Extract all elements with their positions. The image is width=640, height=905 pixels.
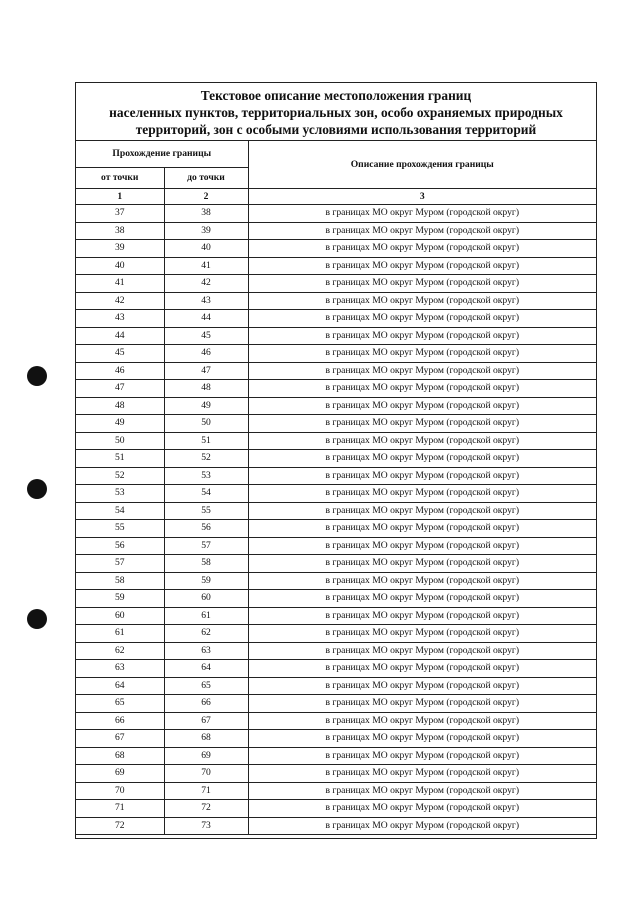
table-row (76, 327, 596, 345)
from-point-cell: 37 (76, 205, 164, 223)
table-row (76, 345, 596, 363)
to-point-cell: 49 (164, 397, 248, 415)
header-to: до точки (164, 168, 248, 189)
description-cell: в границах МО округ Муром (городской округ) (248, 695, 596, 713)
table-row (76, 660, 596, 678)
description-cell: в границах МО округ Муром (городской округ) (248, 800, 596, 818)
to-point-cell: 72 (164, 800, 248, 818)
from-point-cell: 44 (76, 327, 164, 345)
description-cell: в границах МО округ Муром (городской округ) (248, 292, 596, 310)
description-cell: в границах МО округ Муром (городской округ) (248, 450, 596, 468)
header-col-number-2: 2 (164, 189, 248, 205)
to-point-cell: 56 (164, 520, 248, 538)
description-cell: в границах МО округ Муром (городской округ) (248, 555, 596, 573)
from-point-cell: 52 (76, 467, 164, 485)
table-row (76, 607, 596, 625)
from-point-cell: 70 (76, 782, 164, 800)
title-line-1: Текстовое описание местоположения границ (200, 88, 472, 103)
to-point-cell: 66 (164, 695, 248, 713)
from-point-cell: 56 (76, 537, 164, 555)
from-point-cell: 57 (76, 555, 164, 573)
from-point-cell: 43 (76, 310, 164, 328)
title-line-3: территорий, зон с особыми условиями использования территорий (135, 122, 537, 137)
table-row (76, 800, 596, 818)
to-point-cell: 62 (164, 625, 248, 643)
from-point-cell: 49 (76, 415, 164, 433)
description-cell: в границах МО округ Муром (городской округ) (248, 625, 596, 643)
table-row (76, 677, 596, 695)
table-row (76, 572, 596, 590)
table-row (76, 642, 596, 660)
table-row (76, 397, 596, 415)
from-point-cell: 60 (76, 607, 164, 625)
description-cell: в границах МО округ Муром (городской округ) (248, 432, 596, 450)
table-row (76, 730, 596, 748)
description-cell: в границах МО округ Муром (городской округ) (248, 677, 596, 695)
description-cell: в границах МО округ Муром (городской округ) (248, 502, 596, 520)
from-point-cell: 51 (76, 450, 164, 468)
to-point-cell: 54 (164, 485, 248, 503)
table-row (76, 450, 596, 468)
from-point-cell: 65 (76, 695, 164, 713)
from-point-cell: 62 (76, 642, 164, 660)
header-description: Описание прохождения границы (248, 141, 596, 189)
table-row (76, 520, 596, 538)
title-line-2: населенных пунктов, территориальных зон, особо охраняемых природных (109, 105, 563, 120)
from-point-cell: 67 (76, 730, 164, 748)
to-point-cell: 46 (164, 345, 248, 363)
to-point-cell: 42 (164, 275, 248, 293)
table-row (76, 695, 596, 713)
to-point-cell: 63 (164, 642, 248, 660)
table-row (76, 590, 596, 608)
to-point-cell: 52 (164, 450, 248, 468)
from-point-cell: 38 (76, 222, 164, 240)
header-col-number-3: 3 (248, 189, 596, 205)
from-point-cell: 71 (76, 800, 164, 818)
to-point-cell: 71 (164, 782, 248, 800)
from-point-cell: 53 (76, 485, 164, 503)
to-point-cell: 68 (164, 730, 248, 748)
description-cell: в границах МО округ Муром (городской округ) (248, 660, 596, 678)
description-cell: в границах МО округ Муром (городской округ) (248, 222, 596, 240)
table-body (76, 205, 596, 835)
table-row (76, 625, 596, 643)
to-point-cell: 39 (164, 222, 248, 240)
from-point-cell: 47 (76, 380, 164, 398)
description-cell: в границах МО округ Муром (городской округ) (248, 415, 596, 433)
table-row (76, 380, 596, 398)
table-row (76, 817, 596, 835)
to-point-cell: 73 (164, 817, 248, 835)
to-point-cell: 50 (164, 415, 248, 433)
description-cell: в границах МО округ Муром (городской округ) (248, 362, 596, 380)
to-point-cell: 55 (164, 502, 248, 520)
to-point-cell: 38 (164, 205, 248, 223)
document-frame (75, 82, 597, 839)
from-point-cell: 61 (76, 625, 164, 643)
from-point-cell: 40 (76, 257, 164, 275)
to-point-cell: 69 (164, 747, 248, 765)
description-cell: в границах МО округ Муром (городской округ) (248, 380, 596, 398)
description-cell: в границах МО округ Муром (городской округ) (248, 765, 596, 783)
description-cell: в границах МО округ Муром (городской округ) (248, 327, 596, 345)
description-cell: в границах МО округ Муром (городской округ) (248, 520, 596, 538)
header-from: от точки (76, 168, 164, 189)
description-cell: в границах МО округ Муром (городской округ) (248, 257, 596, 275)
to-point-cell: 70 (164, 765, 248, 783)
table-row (76, 485, 596, 503)
description-cell: в границах МО округ Муром (городской округ) (248, 397, 596, 415)
table-row (76, 432, 596, 450)
table-row (76, 537, 596, 555)
description-cell: в границах МО округ Муром (городской округ) (248, 275, 596, 293)
header-passage: Прохождение границы (76, 141, 248, 168)
binder-hole (27, 366, 47, 386)
description-cell: в границах МО округ Муром (городской округ) (248, 240, 596, 258)
to-point-cell: 58 (164, 555, 248, 573)
description-cell: в границах МО округ Муром (городской округ) (248, 345, 596, 363)
description-cell: в границах МО округ Муром (городской округ) (248, 642, 596, 660)
to-point-cell: 65 (164, 677, 248, 695)
table-row (76, 747, 596, 765)
table-row (76, 257, 596, 275)
from-point-cell: 39 (76, 240, 164, 258)
description-cell: в границах МО округ Муром (городской округ) (248, 467, 596, 485)
from-point-cell: 45 (76, 345, 164, 363)
table-row (76, 292, 596, 310)
to-point-cell: 64 (164, 660, 248, 678)
to-point-cell: 44 (164, 310, 248, 328)
to-point-cell: 57 (164, 537, 248, 555)
from-point-cell: 58 (76, 572, 164, 590)
document-title (76, 83, 596, 141)
to-point-cell: 43 (164, 292, 248, 310)
table-row (76, 362, 596, 380)
to-point-cell: 48 (164, 380, 248, 398)
boundary-table (76, 141, 596, 835)
table-row (76, 782, 596, 800)
from-point-cell: 72 (76, 817, 164, 835)
table-row (76, 415, 596, 433)
to-point-cell: 60 (164, 590, 248, 608)
from-point-cell: 63 (76, 660, 164, 678)
to-point-cell: 47 (164, 362, 248, 380)
header-col-number-1: 1 (76, 189, 164, 205)
description-cell: в границах МО округ Муром (городской округ) (248, 310, 596, 328)
description-cell: в границах МО округ Муром (городской округ) (248, 485, 596, 503)
description-cell: в границах МО округ Муром (городской округ) (248, 712, 596, 730)
from-point-cell: 50 (76, 432, 164, 450)
description-cell: в границах МО округ Муром (городской округ) (248, 730, 596, 748)
from-point-cell: 42 (76, 292, 164, 310)
table-row (76, 467, 596, 485)
to-point-cell: 40 (164, 240, 248, 258)
description-cell: в границах МО округ Муром (городской округ) (248, 817, 596, 835)
table-row (76, 765, 596, 783)
to-point-cell: 59 (164, 572, 248, 590)
table-row (76, 712, 596, 730)
to-point-cell: 61 (164, 607, 248, 625)
to-point-cell: 51 (164, 432, 248, 450)
from-point-cell: 41 (76, 275, 164, 293)
description-cell: в границах МО округ Муром (городской округ) (248, 590, 596, 608)
table-row (76, 502, 596, 520)
from-point-cell: 59 (76, 590, 164, 608)
from-point-cell: 48 (76, 397, 164, 415)
description-cell: в границах МО округ Муром (городской округ) (248, 782, 596, 800)
binder-hole (27, 479, 47, 499)
table-row (76, 222, 596, 240)
from-point-cell: 46 (76, 362, 164, 380)
binder-hole (27, 609, 47, 629)
from-point-cell: 66 (76, 712, 164, 730)
from-point-cell: 64 (76, 677, 164, 695)
to-point-cell: 67 (164, 712, 248, 730)
from-point-cell: 68 (76, 747, 164, 765)
from-point-cell: 69 (76, 765, 164, 783)
description-cell: в границах МО округ Муром (городской округ) (248, 537, 596, 555)
table-row (76, 310, 596, 328)
table-row (76, 555, 596, 573)
table-row (76, 205, 596, 223)
to-point-cell: 41 (164, 257, 248, 275)
from-point-cell: 54 (76, 502, 164, 520)
description-cell: в границах МО округ Муром (городской округ) (248, 205, 596, 223)
description-cell: в границах МО округ Муром (городской округ) (248, 747, 596, 765)
to-point-cell: 53 (164, 467, 248, 485)
description-cell: в границах МО округ Муром (городской округ) (248, 572, 596, 590)
to-point-cell: 45 (164, 327, 248, 345)
from-point-cell: 55 (76, 520, 164, 538)
table-row (76, 275, 596, 293)
description-cell: в границах МО округ Муром (городской округ) (248, 607, 596, 625)
table-row (76, 240, 596, 258)
